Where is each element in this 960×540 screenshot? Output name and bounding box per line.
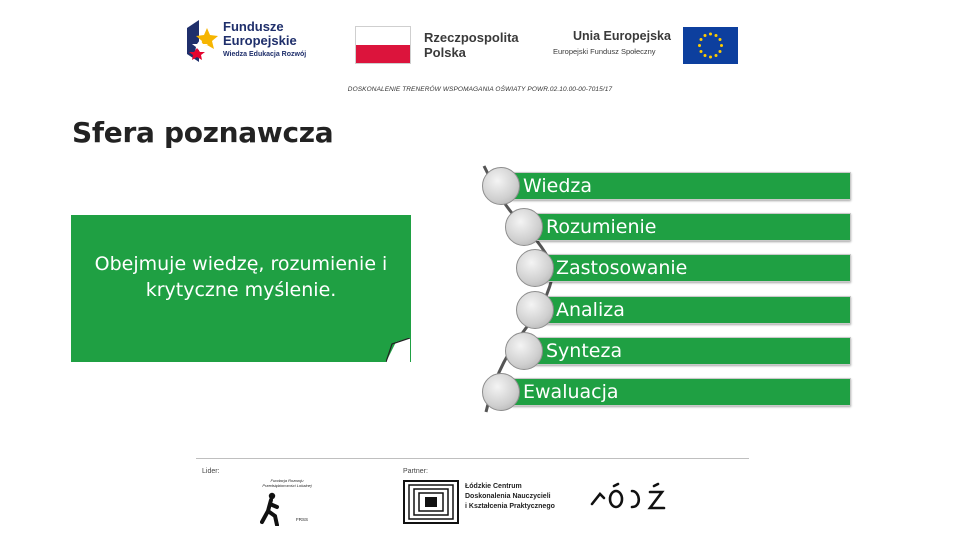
fe-subtitle: Wiedza Edukacja Rozwój [223,51,307,58]
level-node-synteza [505,332,543,370]
partner-name-line2: Doskonalenia Nauczycieli [465,493,551,500]
level-label-ewaluacja: Ewaluacja [523,381,619,403]
rzeczpospolita-polska-logo [355,26,525,66]
lider-ssu: FRSS [296,517,309,522]
project-caption: DOSKONALENIE TRENERÓW WSPOMAGANIA OŚWIATY POWR.02.10.00-00-7015/17 [347,86,613,93]
lider-logo [256,478,318,526]
ue-subtitle: Europejski Fundusz Społeczny [553,47,656,56]
lodz-city-logo [588,482,670,512]
walking-figure-icon [260,492,286,526]
eu-flag-icon [683,27,738,64]
level-node-analiza [516,291,554,329]
partner-logo [403,480,563,526]
footer-divider [196,458,749,459]
level-label-synteza: Synteza [546,340,623,362]
level-node-rozumienie [505,208,543,246]
level-label-rozumienie: Rozumienie [546,216,657,238]
level-label-wiedza: Wiedza [523,175,593,197]
level-node-ewaluacja [482,373,520,411]
partner-name-line3: i Kształcenia Praktycznego [465,503,555,510]
partner-square-icon [403,480,459,524]
partner-name-line1: Łódzkie Centrum [465,483,522,490]
lider-name: Fundacja Rozwoju Przedsiębiorczości Lokalnej [262,478,312,488]
level-label-analiza: Analiza [556,299,625,321]
page-title: Sfera poznawcza [72,116,334,149]
fe-line1: Fundusze [223,19,284,34]
page-fold-icon [386,338,410,362]
rp-line2: Polska [424,45,466,60]
description-box [71,215,411,362]
footer-partner-label: Partner: [403,468,428,475]
fundusze-europejskie-logo [183,18,323,66]
description-text: Obejmuje wiedzę, rozumienie i krytyczne myślenie. [94,253,388,301]
fe-line2: Europejskie [223,33,297,48]
ue-title: Unia Europejska [573,29,671,43]
level-node-wiedza [482,167,520,205]
level-label-zastosowanie: Zastosowanie [556,257,688,279]
rp-line1: Rzeczpospolita [424,30,519,45]
level-node-zastosowanie [516,249,554,287]
polish-flag-icon [355,26,411,64]
unia-europejska-logo [553,27,743,67]
footer-lider-label: Lider: [202,468,220,475]
